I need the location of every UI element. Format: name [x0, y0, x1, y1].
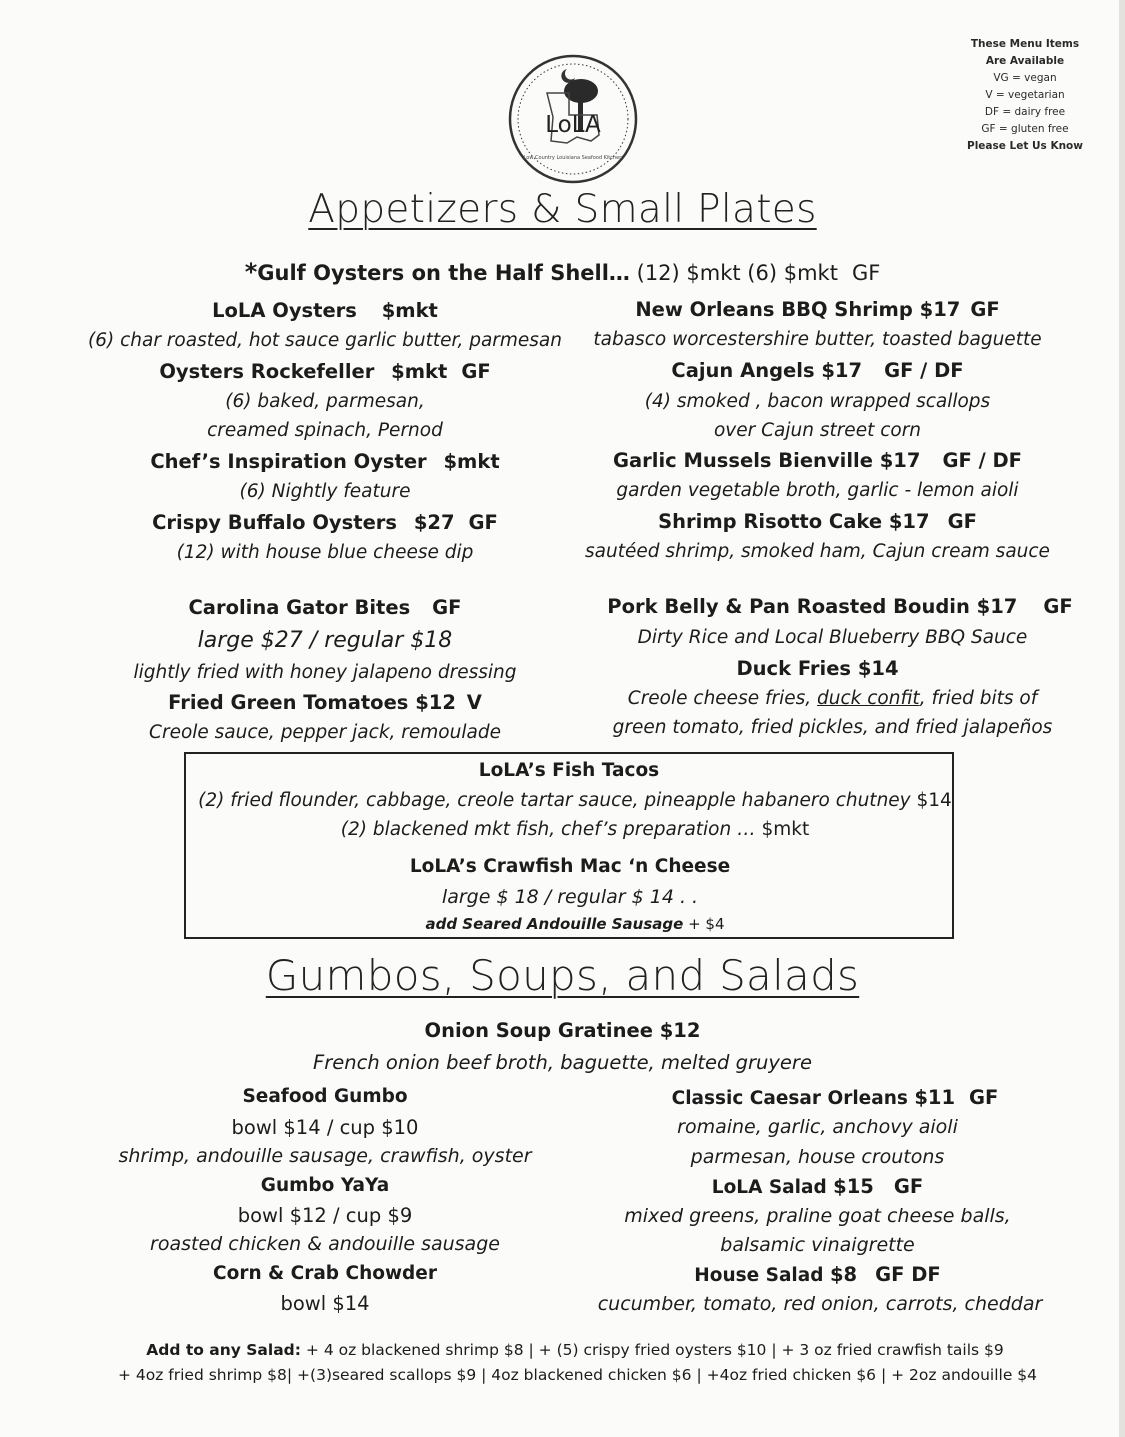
menu-item-name: Chef’s Inspiration Oyster $mkt [150, 450, 500, 473]
gulf-oysters-line: *Gulf Oysters on the Half Shell… (12) $mkt (6) $mkt GF [244, 258, 881, 286]
menu-item-desc: Creole sauce, pepper jack, remoulade [149, 722, 501, 743]
menu-item-desc: (4) smoked , bacon wrapped scallops [644, 391, 991, 412]
menu-item-name: LoLA Oysters $mkt [212, 299, 438, 322]
mac-cheese-addon: add Seared Andouille Sausage + $4 [425, 915, 725, 933]
logo-text: LoLA [545, 112, 601, 138]
menu-item-desc: tabasco worcestershire butter, toasted baguette [593, 329, 1042, 350]
menu-item-desc: cucumber, tomato, red onion, carrots, cheddar [597, 1293, 1043, 1315]
menu-item-name: Garlic Mussels Bienville $17 GF / DF [612, 449, 1022, 472]
menu-item-name: Seafood Gumbo [242, 1086, 408, 1107]
salad-addons-line-1: Add to any Salad: + 4 oz blackened shrimp $8 | + (5) crispy fried oysters $10 | + 3 oz fried crawfish tails $9 [146, 1341, 1004, 1359]
logo-ring-text: Low Country Louisiana Seafood Kitchen [523, 155, 623, 161]
menu-item-desc: (12) with house blue cheese dip [176, 542, 474, 563]
onion-soup-desc: French onion beef broth, baguette, melted gruyere [313, 1051, 812, 1074]
menu-item-name: Pork Belly & Pan Roasted Boudin $17 GF [607, 595, 1073, 618]
menu-item-desc: green tomato, fried pickles, and fried jalapeños [612, 717, 1053, 738]
menu-item-desc: shrimp, andouille sausage, crawfish, oyster [118, 1145, 532, 1167]
menu-item-desc: sautéed shrimp, smoked ham, Cajun cream sauce [585, 541, 1050, 562]
menu-item-name: Corn & Crab Chowder [213, 1263, 437, 1284]
menu-item-name: Fried Green Tomatoes $12 V [168, 691, 482, 714]
legend-vg: VG = vegan [993, 72, 1057, 84]
menu-item-sizes: bowl $14 [280, 1292, 370, 1315]
menu-item-desc: roasted chicken & andouille sausage [150, 1233, 500, 1255]
legend-df: DF = dairy free [984, 106, 1066, 118]
menu-item-desc: parmesan, house croutons [690, 1146, 945, 1168]
menu-item-name: Cajun Angels $17 GF / DF [671, 359, 964, 382]
soups-title: Gumbos, Soups, and Salads [265, 951, 860, 1000]
menu-item-desc: garden vegetable broth, garlic - lemon aioli [616, 480, 1019, 501]
menu-item-name: New Orleans BBQ Shrimp $17 GF [635, 298, 1000, 321]
legend-note: Please Let Us Know [967, 140, 1083, 152]
salad-addons-line-2: + 4oz fried shrimp $8| +(3)seared scallops $9 | 4oz blackened chicken $6 | +4oz fried chicken $6 | + 2oz andouille $4 [117, 1366, 1038, 1384]
menu-item-sizes: bowl $14 / cup $10 [231, 1116, 419, 1139]
menu-item-name: Oysters Rockefeller $mkt GF [159, 360, 491, 383]
menu-item-desc: balsamic vinaigrette [720, 1234, 915, 1256]
menu-item-desc: (6) Nightly feature [239, 481, 411, 502]
fish-tacos-desc-1: (2) fried flounder, cabbage, creole tartar sauce, pineapple habanero chutney $14 [198, 790, 952, 811]
legend-title: These Menu Items [970, 38, 1080, 50]
menu-item-name: Shrimp Risotto Cake $17 GF [658, 510, 977, 533]
menu-item-desc: Dirty Rice and Local Blueberry BBQ Sauce [637, 627, 1028, 648]
menu-item-name: Crispy Buffalo Oysters $27 GF [152, 511, 498, 534]
menu-item-sizes: large $27 / regular $18 [197, 628, 453, 653]
fish-tacos-desc-2: (2) blackened mkt fish, chef’s preparation … $mkt [340, 819, 810, 840]
menu-item-desc: (6) char roasted, hot sauce garlic butter, parmesan [88, 330, 562, 351]
menu-item-name: Carolina Gator Bites GF [188, 596, 462, 619]
dietary-legend [958, 36, 1092, 155]
onion-soup-line: Onion Soup Gratinee $12 [424, 1019, 701, 1042]
menu-item-desc: lightly fried with honey jalapeno dressing [133, 662, 517, 683]
legend-title-2: Are Available [985, 55, 1065, 67]
menu-item-desc: mixed greens, praline goat cheese balls, [624, 1205, 1011, 1227]
menu-item-name: LoLA Salad $15 GF [711, 1175, 924, 1198]
mac-cheese-title: LoLA’s Crawfish Mac ‘n Cheese [409, 856, 731, 877]
menu-item-sizes: bowl $12 / cup $9 [237, 1204, 413, 1227]
menu-item-name: Classic Caesar Orleans $11 GF [671, 1086, 999, 1109]
menu-item-desc: (6) baked, parmesan, [225, 391, 425, 412]
fish-tacos-title: LoLA’s Fish Tacos [478, 760, 660, 781]
menu-item-desc: Creole cheese fries, duck confit, fried bits of [627, 688, 1038, 709]
mac-cheese-sizes: large $ 18 / regular $ 14 . . [441, 886, 699, 908]
appetizers-title: Appetizers & Small Plates [308, 187, 817, 232]
legend-v: V = vegetarian [985, 89, 1065, 101]
menu-item-name: House Salad $8 GF DF [694, 1263, 941, 1286]
menu-item-desc: romaine, garlic, anchovy aioli [677, 1116, 958, 1138]
lola-logo [507, 53, 639, 185]
menu-item-desc: creamed spinach, Pernod [207, 420, 443, 441]
menu-item-name: Duck Fries $14 [736, 657, 899, 680]
menu-item-desc: over Cajun street corn [713, 420, 922, 441]
legend-gf: GF = gluten free [981, 123, 1069, 135]
menu-item-name: Gumbo YaYa [260, 1175, 390, 1196]
